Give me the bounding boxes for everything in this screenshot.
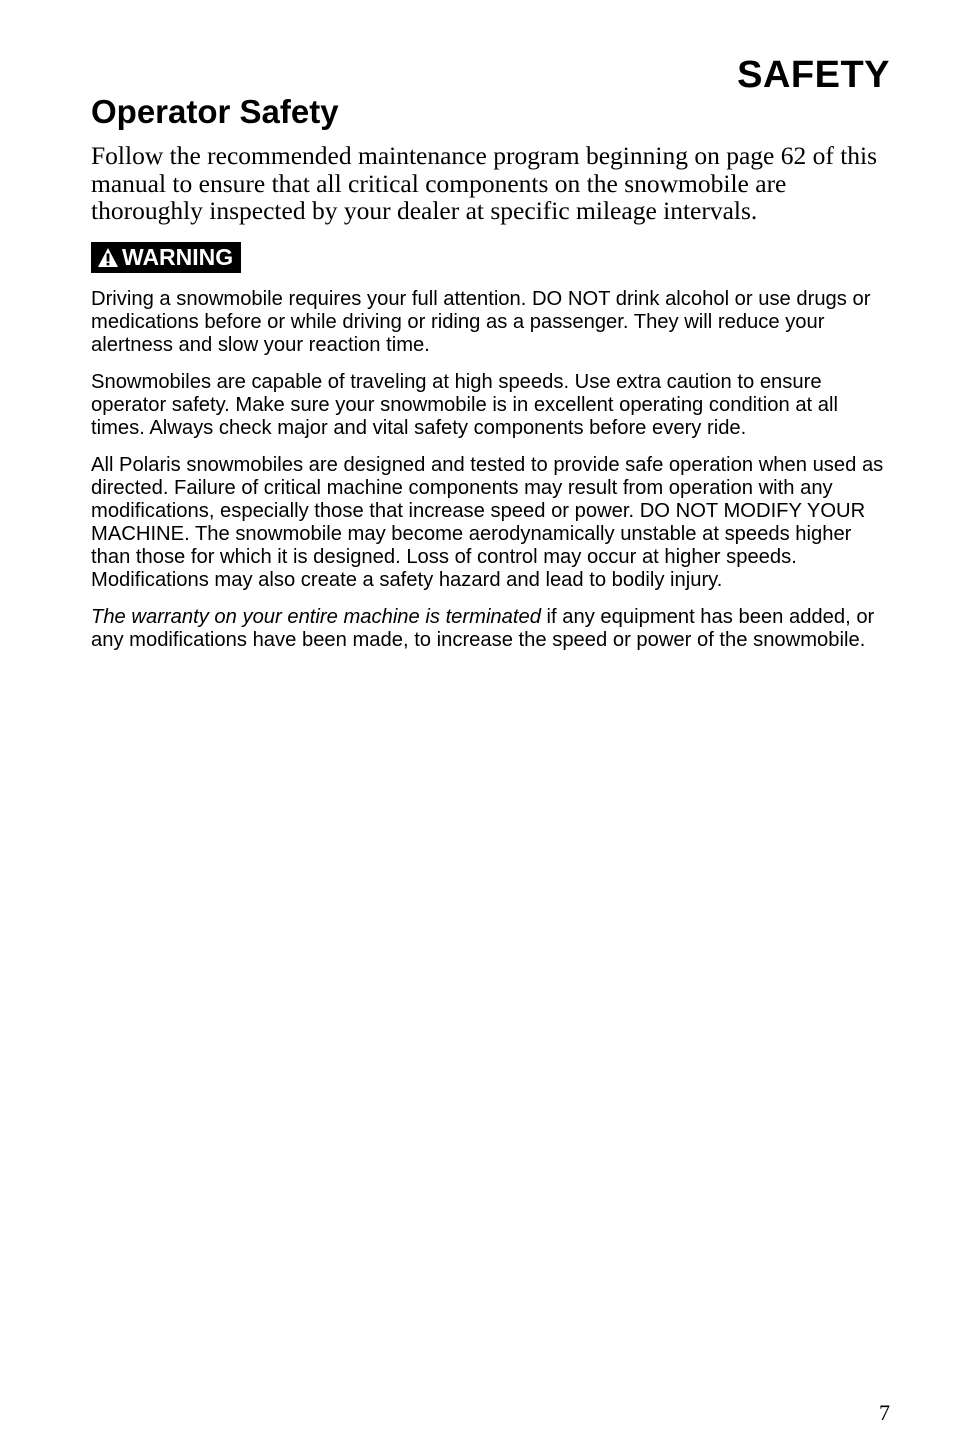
- warranty-emphasis: The warranty on your entire machine is terminated: [91, 606, 541, 628]
- intro-paragraph: Follow the recommended maintenance program beginning on page 62 of this manual to ensure that all critical components on the snowmobile are thoroughly inspected by your dealer at specific mileage intervals.: [91, 141, 878, 225]
- warning-paragraph-warranty: [91, 606, 891, 652]
- warning-paragraph-modifications: All Polaris snowmobiles are designed and tested to provide safe operation when used as directed. Failure of critical machine components may result from operation with any modifications, especially those that increase speed or power. DO NOT MODIFY YOUR MACHINE. The snowmobile may become aerodynamically unstable at speeds higher than those for which it is designed. Loss of control may occur at higher speeds. Modifications may also create a safety hazard and lead to bodily injury.: [91, 454, 884, 591]
- page-title: Operator Safety: [91, 93, 339, 130]
- warning-paragraph-attention: Driving a snowmobile requires your full attention. DO NOT drink alcohol or use drugs or medications before or while driving or riding as a passenger. They will reduce your alertness and slow your reaction time.: [91, 288, 871, 356]
- warning-body: [91, 288, 891, 666]
- section-header: SAFETY: [737, 54, 890, 96]
- page-number: 7: [879, 1400, 890, 1425]
- warning-label: WARNING: [122, 244, 234, 270]
- warning-triangle-icon: [97, 247, 119, 268]
- warning-badge: [91, 242, 241, 273]
- warranty-text: if any equipment has been added, or any modifications have been made, to increase the speed or power of the snowmobile.: [91, 606, 875, 651]
- warning-paragraph-speed: Snowmobiles are capable of traveling at high speeds. Use extra caution to ensure operator safety. Make sure your snowmobile is in excellent operating condition at all times. Always check major and vital safety components before every ride.: [91, 371, 838, 439]
